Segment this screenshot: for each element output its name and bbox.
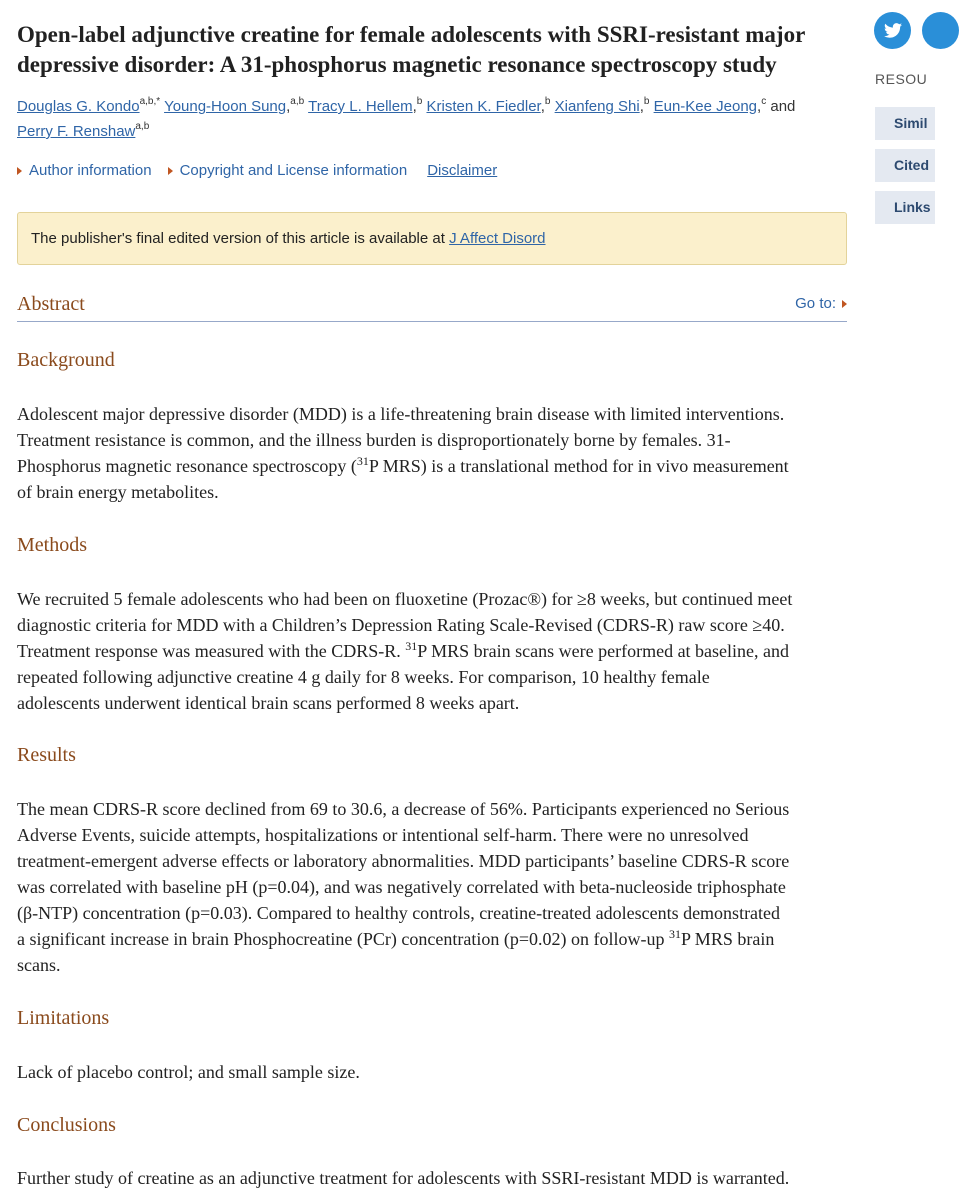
affiliation-marker: a,b bbox=[290, 96, 305, 107]
notice-text: The publisher's final edited version of this article is available at bbox=[31, 230, 445, 247]
affiliation-marker: c bbox=[761, 96, 767, 107]
triangle-right-icon bbox=[842, 300, 847, 308]
affiliation-marker: a,b,* bbox=[139, 96, 161, 107]
affiliation-marker: b bbox=[544, 96, 551, 107]
section-heading-limitations: Limitations bbox=[17, 1007, 110, 1029]
section-heading-background: Background bbox=[17, 349, 115, 371]
methods-text: We recruited 5 female adolescents who had been on fluoxetine (Prozac®) for ≥8 weeks, but continued meet diagnostic criteria for MDD with a Children’s Depression Rating Scale-Revised (CDRS-R) raw score ≥40. Treatment response was measured with the CDRS-R. $^{31}$P MRS brain scans were performed at baseline, and repeated following adjunctive creatine 4 g daily for 8 weeks. For comparison, 10 healthy female adolescents underwent identical brain scans performed 8 weeks apart. bbox=[17, 589, 793, 713]
author-list bbox=[17, 94, 847, 144]
article-info-links bbox=[17, 160, 497, 182]
limitations-text: Lack of placebo control; and small sample size. bbox=[17, 1062, 360, 1082]
triangle-right-icon bbox=[17, 167, 22, 175]
journal-link[interactable]: J Affect Disord bbox=[449, 230, 546, 247]
abstract-header bbox=[17, 290, 847, 322]
results-text: The mean CDRS-R score declined from 69 to 30.6, a decrease of 56%. Participants experienced no Serious Adverse Events, suicide attempts, hospitalizations or intentional self-harm. There were no unresolved treatment-emergent adverse effects or laboratory abnormalities. MDD participants’ baseline CDRS-R score was correlated with baseline pH (p=0.04), and was negatively correlated with beta-nucleoside triphosphate (β-NTP) concentration (p=0.03). Compared to healthy controls, creatine-treated adolescents demonstrated a significant increase in brain Phosphocreatine (PCr) concentration (p=0.02) on follow-up $^{31}$P MRS brain scans. bbox=[17, 799, 790, 975]
affiliation-marker: a,b bbox=[135, 121, 150, 132]
author-link[interactable]: Young-Hoon Sung bbox=[164, 98, 287, 115]
twitter-icon bbox=[884, 23, 902, 38]
author-info-toggle[interactable]: Author information bbox=[17, 160, 152, 182]
author-link[interactable]: Tracy L. Hellem bbox=[308, 98, 413, 115]
author-line-2 bbox=[17, 119, 847, 144]
author-link[interactable]: Kristen K. Fiedler bbox=[426, 98, 541, 115]
share-button-partial[interactable] bbox=[922, 12, 959, 49]
disclaimer-link[interactable]: Disclaimer bbox=[427, 162, 498, 179]
links-button[interactable]: Links bbox=[875, 191, 935, 224]
and-text: and bbox=[770, 98, 796, 115]
author-link[interactable]: Perry F. Renshaw bbox=[17, 123, 136, 140]
section-heading-results: Results bbox=[17, 744, 76, 766]
author-line-1: Douglas G. Kondo$^{a,b,*}$ Young-Hoon Sung,$^{a,b}$ Tracy L. Hellem,$^b$ Kristen K. Fiedler,$^b$ Xianfeng Shi,$^b$ Eun-Kee Jeong,$^c$ and bbox=[17, 96, 796, 115]
author-link[interactable]: Douglas G. Kondo bbox=[17, 98, 140, 115]
article-title: Open-label adjunctive creatine for female adolescents with SSRI-resistant major depressive disorder: A 31-phosphorus magnetic resonance spectroscopy study bbox=[17, 22, 805, 77]
cited-by-button[interactable]: Cited bbox=[875, 149, 935, 182]
similar-articles-button[interactable]: Simil bbox=[875, 107, 935, 140]
goto-menu[interactable]: Go to: bbox=[795, 294, 847, 314]
resources-label: RESOU bbox=[875, 71, 928, 87]
affiliation-marker: b bbox=[643, 96, 650, 107]
twitter-share-button[interactable] bbox=[874, 12, 911, 49]
author-link[interactable]: Xianfeng Shi bbox=[554, 98, 640, 115]
section-heading-methods: Methods bbox=[17, 534, 87, 556]
affiliation-marker: b bbox=[416, 96, 423, 107]
publisher-notice bbox=[17, 212, 847, 265]
section-heading-conclusions: Conclusions bbox=[17, 1114, 116, 1136]
author-link[interactable]: Eun-Kee Jeong bbox=[653, 98, 758, 115]
abstract-heading: Abstract bbox=[17, 293, 85, 315]
background-text: Adolescent major depressive disorder (MDD) is a life-threatening brain disease with limited interventions. Treatment resistance is common, and the illness burden is disproportionately borne by females. 31- Phosphorus magnetic resonance spectroscopy ($^{31}$P MRS) is a translational method for in vivo measurement of brain energy metabolites. bbox=[17, 404, 789, 502]
copyright-toggle[interactable]: Copyright and License information bbox=[168, 160, 408, 182]
conclusions-text: Further study of creatine as an adjunctive treatment for adolescents with SSRI-resistant MDD is warranted. bbox=[17, 1168, 790, 1188]
triangle-right-icon bbox=[168, 167, 173, 175]
